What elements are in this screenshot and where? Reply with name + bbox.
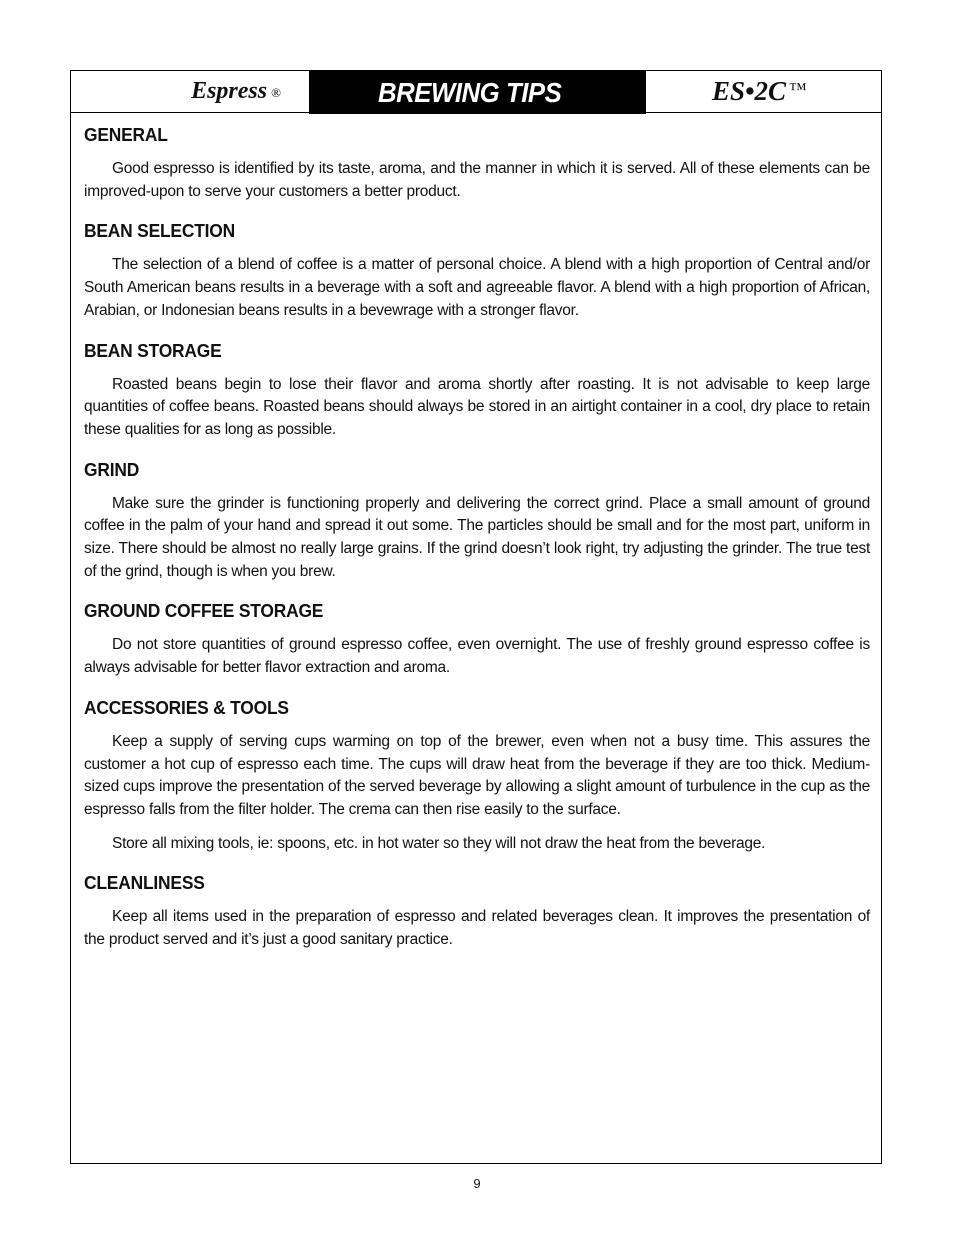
section-paragraph: The selection of a blend of coffee is a matter of personal choice. A blend with a high proportion of Central and/or South American beans results in a beverage with a soft and agreeable flavor. A blend with a high proportion of African, Arabian, or Indonesian beans results in a bevewrage with a stronger flavor. xyxy=(84,256,870,319)
section-general xyxy=(84,123,870,203)
section-bean-selection xyxy=(84,219,870,322)
section-accessories-tools xyxy=(84,696,870,856)
page-frame xyxy=(70,70,882,1164)
section-paragraph: Keep a supply of serving cups warming on top of the brewer, even when not a busy time. This assures the customer a hot cup of espresso each time. The cups will draw heat from the beverage if they are too thick. Medium-sized cups improve the presentation of the served beverage by allowing a slight amount of turbulence in the cup as the espresso falls from the filter holder. The crema can then rise easily to the surface. xyxy=(84,732,870,818)
section-paragraph: Make sure the grinder is functioning properly and delivering the correct grind. Place a small amount of ground coffee in the palm of your hand and spread it out some. The particles should be small and for the most part, uniform in size. There should be almost no really large grains. If the grind doesn’t look right, try adjusting the grinder. The true test of the grind, though is when you brew. xyxy=(84,494,870,580)
model-name: ES•2C xyxy=(712,76,786,106)
brand-logo xyxy=(71,71,309,112)
section-bean-storage xyxy=(84,339,870,442)
section-heading: ACCESSORIES & TOOLS xyxy=(84,696,289,718)
title-banner xyxy=(309,71,646,114)
section-heading: GROUND COFFEE STORAGE xyxy=(84,600,324,622)
brand-name: Espress xyxy=(191,78,268,104)
section-paragraph: Keep all items used in the preparation of espresso and related beverages clean. It improves the presentation of the product served and it’s just a good sanitary practice. xyxy=(84,908,870,949)
section-heading: GENERAL xyxy=(84,124,168,145)
section-heading: BEAN STORAGE xyxy=(84,339,222,361)
registered-mark: ® xyxy=(271,84,281,100)
section-paragraph: Do not store quantities of ground espresso coffee, even overnight. The use of freshly ground espresso coffee is always advisable for better flavor extraction and aroma. xyxy=(84,636,870,677)
page-number: 9 xyxy=(473,1176,481,1191)
page-header xyxy=(71,71,881,113)
section-cleanliness xyxy=(84,871,870,951)
page-title: BREWING TIPS xyxy=(377,76,562,108)
model-logo xyxy=(646,71,881,112)
trademark-mark: ™ xyxy=(789,79,807,99)
section-paragraph: Good espresso is identified by its taste, aroma, and the manner in which it is served. All of these elements can be improved-upon to serve your customers a better product. xyxy=(84,160,870,200)
section-ground-coffee-storage xyxy=(84,599,870,679)
section-heading: CLEANLINESS xyxy=(84,872,205,894)
section-grind xyxy=(84,458,870,584)
document-body xyxy=(84,123,870,968)
section-heading: GRIND xyxy=(84,458,140,480)
section-paragraph: Store all mixing tools, ie: spoons, etc. in hot water so they will not draw the heat from the beverage. xyxy=(112,834,766,852)
section-paragraph: Roasted beans begin to lose their flavor and aroma shortly after roasting. It is not advisable to keep large quantities of coffee beans. Roasted beans should always be stored in an airtight container in a cool, dry place to retain these qualities for as long as possible. xyxy=(84,375,870,438)
section-heading: BEAN SELECTION xyxy=(84,220,236,242)
